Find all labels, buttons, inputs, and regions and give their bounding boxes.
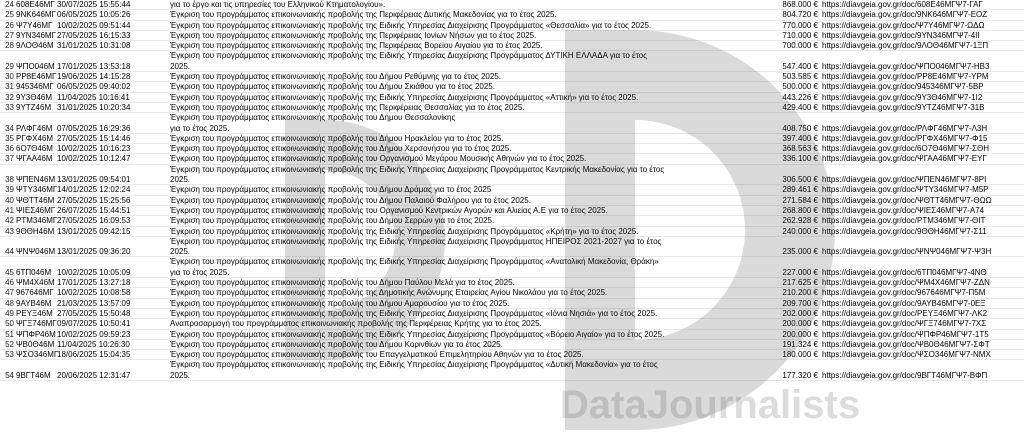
cell-description[interactable] — [170, 31, 760, 41]
cell-code[interactable]: 967646МГ — [16, 288, 54, 298]
description-line: για το έργο και τις υπηρεσίες του Ελληνικού Κτηματολογίου». — [170, 0, 386, 9]
cell-description[interactable] — [170, 103, 760, 113]
description-line: 2025. — [170, 370, 191, 380]
cell-datetime[interactable]: 17/01/2025 13:27:18 — [57, 278, 131, 288]
cell-url[interactable]: https://diavgeia.gov.gr/doc/9ΥΝ346МГΨ7-4ΙΙ — [822, 30, 980, 40]
cell-amount[interactable]: 397.400 € — [782, 133, 818, 143]
cell-code[interactable]: ΨΠΟ046М — [16, 61, 55, 71]
cell-url[interactable]: https://diavgeia.gov.gr/doc/ΨΠΦΡ46МГΨ7-1Τ5 — [822, 329, 989, 339]
cell-code[interactable]: ΨΙΕΣ46МГ — [16, 205, 56, 215]
cell-url[interactable]: https://diavgeia.gov.gr/doc/ΡΕΥΞ46МГΨ7-ΛΚ2 — [822, 308, 988, 318]
cell-description[interactable] — [170, 93, 760, 103]
cell-url[interactable]: https://diavgeia.gov.gr/doc/967646МГΨ7-Π5Μ — [822, 288, 986, 298]
table-row — [0, 0, 1024, 10]
description-line: Έγκριση του προγράμματος επικοινωνιακής προβολής του Δήμου Ηρακλείου για το έτος 2025. — [170, 133, 504, 143]
row-number: 50 — [5, 319, 14, 329]
table-row — [0, 299, 1024, 309]
description-line: Έγκριση του προγράμματος επικοινωνιακής προβολής του Οργανισμού Μεγάρου Μουσικής Αθηνών για το έτος 2025. — [170, 154, 587, 164]
watermark-text: DataJournalists — [560, 383, 861, 427]
cell-amount[interactable]: 306.500 € — [782, 175, 818, 185]
cell-amount[interactable]: 408.750 € — [782, 123, 818, 133]
cell-amount[interactable]: 180.000 € — [782, 350, 818, 360]
cell-description[interactable] — [170, 0, 760, 10]
cell-code[interactable]: 9ΘΘΗ46М — [16, 226, 55, 236]
row-number: 35 — [5, 133, 14, 143]
description-line: Έγκριση του προγράμματος επικοινωνιακής προβολής του Δήμου Αμαρουσίου για το έτος 2025. — [170, 298, 510, 308]
description-line: Έγκριση του προγράμματος επικοινωνιακής προβολής του Δήμου Ρεθύμνης για το έτος 2025. — [170, 72, 501, 82]
cell-datetime[interactable]: 10/02/2025 10:08:58 — [57, 288, 131, 298]
cell-url[interactable]: https://diavgeia.gov.gr/doc/ΡΤΜ346МГΨ7-ΘΙΤ — [822, 216, 986, 226]
cell-datetime[interactable]: 30/07/2025 15:55:44 — [57, 0, 131, 9]
row-number: 39 — [5, 185, 14, 195]
description-line: για το έτος 2025. — [170, 123, 230, 133]
cell-amount[interactable]: 289.461 € — [782, 185, 818, 195]
table-row — [0, 216, 1024, 226]
cell-code[interactable]: 9ΝΚ646МГ — [16, 10, 56, 20]
cell-code[interactable]: ΨΘΤΤ46М — [16, 195, 55, 205]
cell-code[interactable]: ΨΝΨ046М — [16, 247, 56, 257]
cell-url[interactable]: https://diavgeia.gov.gr/doc/ΨΙΕΣ46МГΨ7-Α74 — [822, 205, 985, 215]
cell-description[interactable] — [170, 288, 760, 298]
description-line: Έγκριση του προγράμματος επικοινωνιακής προβολής της Περιφέρειας Θεσσαλίας για το έτος 2025. — [170, 102, 525, 112]
cell-code[interactable]: 9ΥΝ346МГ — [16, 30, 56, 40]
table-row — [0, 154, 1024, 164]
description-line: Έγκριση του προγράμματος επικοινωνιακής προβολής του Δήμου Σκιάθου για το έτος 2025. — [170, 82, 495, 92]
cell-datetime[interactable]: 10/02/2025 10:12:47 — [57, 154, 131, 164]
cell-code[interactable]: ΡΓΦΧ46М — [16, 133, 54, 143]
cell-url[interactable]: https://diavgeia.gov.gr/doc/ΡΡ8Ε46МГΨ7-ΥΡΜ — [822, 72, 989, 82]
cell-code[interactable]: ΡΕΥΞ46М — [16, 308, 53, 318]
cell-url[interactable]: https://diavgeia.gov.gr/doc/9ΥΤΖ46МГΨ7-31Β — [822, 102, 985, 112]
table-row — [0, 206, 1024, 216]
description-line: Έγκριση του προγράμματος επικοινωνιακής προβολής του Δήμου Θεσσαλονίκης — [170, 113, 456, 123]
cell-code[interactable]: 9Υ3Θ46М — [16, 92, 53, 102]
cell-amount[interactable]: 177.320 € — [782, 370, 818, 380]
cell-url[interactable]: https://diavgeia.gov.gr/doc/6Ο7Θ46МГΨ7-ΣΘΗ — [822, 144, 989, 154]
cell-url[interactable]: https://diavgeia.gov.gr/doc/9ΘΘΗ46МГΨ7-Σ11 — [822, 226, 987, 236]
cell-amount[interactable]: 429.400 € — [782, 102, 818, 112]
cell-description[interactable] — [170, 196, 760, 206]
cell-url[interactable]: https://diavgeia.gov.gr/doc/9ΑΥΒ46МГΨ7-0ΕΞ — [822, 298, 986, 308]
description-line: 2025. — [170, 247, 191, 257]
cell-description[interactable] — [170, 350, 760, 360]
cell-datetime[interactable]: 13/01/2025 09:42:15 — [57, 226, 131, 236]
description-line: Έγκριση του προγράμματος επικοινωνιακής προβολής του Δήμου Κορινθίων για το έτος 2025. — [170, 339, 503, 349]
cell-description[interactable] — [170, 278, 760, 288]
cell-amount[interactable]: 262.928 € — [782, 216, 818, 226]
cell-amount[interactable]: 227.000 € — [782, 267, 818, 277]
cell-description[interactable] — [170, 340, 760, 350]
cell-datetime[interactable]: 27/05/2025 15:14:46 — [57, 133, 131, 143]
cell-datetime[interactable]: 21/03/2025 13:57:09 — [57, 298, 131, 308]
description-line: Έγκριση του προγράμματος επικοινωνιακής προβολής του Δήμου Παλαιού Φαλήρου για το έτος 2025. — [170, 195, 531, 205]
description-line: Έγκριση του προγράμματος επικοινωνιακής προβολής της Περιφέρειας Ιονίων Νήσων για το έτος 2025. — [170, 30, 537, 40]
table-row — [0, 31, 1024, 41]
cell-datetime[interactable]: 19/06/2025 14:15:28 — [57, 72, 131, 82]
table-row — [0, 257, 1024, 278]
table-row — [0, 288, 1024, 298]
cell-url[interactable]: https://diavgeia.gov.gr/doc/9Υ3Θ46МГΨ7-1Ι2 — [822, 92, 983, 102]
cell-description[interactable] — [170, 185, 760, 195]
description-line: Έγκριση του προγράμματος επικοινωνιακής προβολής της Ειδικής Υπηρεσίας Διαχείρισης Προγράμματος «Αττική» για το έτος 2025. — [170, 92, 639, 102]
row-number: 37 — [5, 154, 14, 164]
row-number: 40 — [5, 195, 14, 205]
cell-url[interactable]: https://diavgeia.gov.gr/doc/ΡΛΦΓ46МГΨ7-Λ3Η — [822, 123, 988, 133]
cell-datetime[interactable]: 06/05/2025 10:05:26 — [57, 10, 131, 20]
cell-datetime[interactable]: 14/01/2025 12:02:24 — [57, 185, 131, 195]
description-line: Έγκριση του προγράμματος επικοινωνιακής προβολής της Ειδικής Υπηρεσίας Διαχείρισης Προγράμματος «Βόρειο Αιγαίο» για το έτος 2025. — [170, 329, 665, 339]
cell-url[interactable]: https://diavgeia.gov.gr/doc/ΨΜ4Χ46МГΨ7-ΖΔΝ — [822, 278, 990, 288]
cell-amount[interactable]: 336.100 € — [782, 154, 818, 164]
table-row — [0, 165, 1024, 186]
row-number: 30 — [5, 72, 14, 82]
cell-url[interactable]: https://diavgeia.gov.gr/doc/ΨΣΟ346МГΨ7-ΝΜΧ — [822, 350, 991, 360]
cell-description[interactable] — [170, 134, 760, 144]
cell-datetime[interactable]: 31/01/2025 10:31:08 — [57, 41, 131, 51]
cell-amount[interactable]: 700.000 € — [782, 41, 818, 51]
cell-description[interactable] — [170, 165, 760, 186]
cell-code[interactable]: ΡΡ8Ε46МГ — [16, 72, 57, 82]
row-number: 46 — [5, 278, 14, 288]
table-row — [0, 330, 1024, 340]
cell-amount[interactable]: 500.000 € — [782, 82, 818, 92]
description-line: για το έτος 2025. — [170, 267, 230, 277]
cell-url[interactable]: https://diavgeia.gov.gr/doc/9ΝΚ646МГΨ7-ΕΟΖ — [822, 10, 988, 20]
description-line: Έγκριση του προγράμματος επικοινωνιακής προβολής της Ειδικής Υπηρεσίας Διαχείρισης Προγράμματος «Ανατολική Μακεδονία, Θράκη» — [170, 257, 659, 267]
row-number: 52 — [5, 339, 14, 349]
table-row — [0, 360, 1024, 381]
cell-code[interactable]: ΡΛΦΓ46М — [16, 123, 53, 133]
description-line: Έγκριση του προγράμματος επικοινωνιακής προβολής της Ειδικής Υπηρεσίας Διαχείρισης Προγράμματος «Κρήτη» για το έτος 2025. — [170, 226, 639, 236]
description-line: Έγκριση του προγράμματος επικοινωνιακής προβολής του Δήμου Παύλου Μελά για το έτος 2025. — [170, 278, 515, 288]
table-row — [0, 21, 1024, 31]
row-number: 33 — [5, 102, 14, 112]
cell-amount[interactable]: 240.000 € — [782, 226, 818, 236]
cell-amount[interactable]: 770.000 € — [782, 20, 818, 30]
cell-amount[interactable]: 271.584 € — [782, 195, 818, 205]
cell-description[interactable] — [170, 237, 760, 258]
cell-amount[interactable]: 200.000 € — [782, 319, 818, 329]
cell-code[interactable]: 9ΑΥΒ46М — [16, 298, 52, 308]
row-number: 48 — [5, 298, 14, 308]
cell-description[interactable] — [170, 51, 760, 72]
description-line: Έγκριση του προγράμματος επικοινωνιακής προβολής της Ειδικής Υπηρεσίας Διαχείρισης Προγράμματος ΔΥΤΙΚΗ ΕΛΛΑΔΑ για το έτος — [170, 51, 647, 61]
cell-description[interactable] — [170, 319, 760, 329]
cell-code[interactable]: 9ΒΓΤ46М — [16, 370, 51, 380]
cell-code[interactable]: 608E46МГ — [16, 0, 55, 9]
cell-amount[interactable]: 804.720 € — [782, 10, 818, 20]
table-row — [0, 41, 1024, 51]
row-number: 36 — [5, 144, 14, 154]
cell-code[interactable]: ΨΤΥ346МГ — [16, 185, 58, 195]
row-number: 42 — [5, 216, 14, 226]
cell-code[interactable]: ΨΣΟ346МГ — [16, 350, 59, 360]
cell-datetime[interactable]: 31/01/2025 10:20:34 — [57, 102, 131, 112]
row-number: 25 — [5, 10, 14, 20]
table-row — [0, 82, 1024, 92]
cell-datetime[interactable]: 27/05/2025 15:25:56 — [57, 195, 131, 205]
cell-datetime[interactable]: 17/01/2025 13:53:18 — [57, 61, 131, 71]
row-number: 49 — [5, 308, 14, 318]
table-row — [0, 237, 1024, 258]
cell-amount[interactable]: 710.000 € — [782, 30, 818, 40]
cell-code[interactable]: ΨΓΑΑ46М — [16, 154, 53, 164]
cell-url[interactable]: https://diavgeia.gov.gr/doc/9ΛΟΘ46МГΨ7-1ΞΠ — [822, 41, 989, 51]
row-number: 24 — [5, 0, 14, 9]
row-number: 31 — [5, 82, 14, 92]
cell-amount[interactable]: 210.200 € — [782, 288, 818, 298]
description-line: Αναπροσαρμογή του προγράμματος επικοινωνιακής προβολής της Περιφέρειας Κρήτης για το έτος 2025. — [170, 319, 542, 329]
cell-description[interactable] — [170, 299, 760, 309]
cell-datetime[interactable]: 10/02/2025 09:59:23 — [57, 329, 131, 339]
cell-description[interactable] — [170, 144, 760, 154]
description-line: Έγκριση του προγράμματος επικοινωνιακής προβολής της Ειδικής Υπηρεσίας Διαχείρισης Προγράμματος «Δυτική Μακεδονία» για το έτος — [170, 360, 658, 370]
cell-datetime[interactable]: 10/02/2025 10:16:23 — [57, 144, 131, 154]
table-row — [0, 196, 1024, 206]
cell-url[interactable]: https://diavgeia.gov.gr/doc/ΨΘΤΤ46МГΨ7-ΘΩΩ — [822, 195, 992, 205]
cell-description[interactable] — [170, 216, 760, 226]
cell-datetime[interactable]: 06/05/2025 09:40:02 — [57, 82, 131, 92]
cell-description[interactable] — [170, 154, 760, 164]
description-line: Έγκριση του προγράμματος επικοινωνιακής προβολής του Δήμου Χερσονήσου για το έτος 2025. — [170, 144, 512, 154]
cell-url[interactable]: https://diavgeia.gov.gr/doc/6ΤΠ046МГΨ7-4ΝΘ — [822, 267, 987, 277]
cell-description[interactable] — [170, 227, 760, 237]
cell-code[interactable]: ΨΠΦΡ46М — [16, 329, 56, 339]
description-line: 2025. — [170, 61, 191, 71]
row-number: 29 — [5, 61, 14, 71]
cell-amount[interactable]: 217.625 € — [782, 278, 818, 288]
cell-datetime[interactable]: 27/05/2025 16:15:33 — [57, 30, 131, 40]
cell-description[interactable] — [170, 330, 760, 340]
table-row — [0, 309, 1024, 319]
row-number: 27 — [5, 30, 14, 40]
cell-url[interactable]: https://diavgeia.gov.gr/doc/ΨΠΟ046МГΨ7-ΗΒ3 — [822, 61, 990, 71]
cell-datetime[interactable]: 13/01/2025 09:36:20 — [57, 247, 131, 257]
cell-description[interactable] — [170, 360, 760, 381]
cell-url[interactable]: https://diavgeia.gov.gr/doc/ΡΓΦΧ46МГΨ7-Φ15 — [822, 133, 988, 143]
cell-amount[interactable]: 202.000 € — [782, 308, 818, 318]
table-row — [0, 93, 1024, 103]
table-row — [0, 185, 1024, 195]
table-row — [0, 51, 1024, 72]
cell-datetime[interactable]: 11/04/2025 10:16:41 — [57, 92, 130, 102]
cell-description[interactable] — [170, 21, 760, 31]
description-line: Έγκριση του προγράμματος επικοινωνιακής προβολής της Ειδικής Υπηρεσίας Διαχείρισης Προγράμματος «Θεσσαλία» για το έτος 2025. — [170, 20, 652, 30]
cell-datetime[interactable]: 09/07/2025 10:50:41 — [57, 319, 131, 329]
table-row — [0, 113, 1024, 134]
table-row — [0, 103, 1024, 113]
cell-code[interactable]: 945346МГ — [16, 82, 54, 92]
cell-code[interactable]: ΨΓΞ746МГ — [16, 319, 57, 329]
cell-amount[interactable]: 191.324 € — [782, 339, 818, 349]
cell-code[interactable]: ΨΜ4Χ46М — [16, 278, 55, 288]
cell-description[interactable] — [170, 41, 760, 51]
cell-amount[interactable]: 868.000 € — [782, 0, 818, 9]
cell-datetime[interactable]: 10/02/2025 09:51:44 — [57, 20, 131, 30]
cell-datetime[interactable]: 20/06/2025 12:31:47 — [57, 370, 131, 380]
description-line: Έγκριση του προγράμματος επικοινωνιακής προβολής του Δήμου Δράμας για το έτος 2025 — [170, 185, 492, 195]
row-number: 26 — [5, 20, 14, 30]
cell-datetime[interactable]: 11/04/2025 10:26:30 — [57, 339, 130, 349]
cell-amount[interactable]: 368.563 € — [782, 144, 818, 154]
cell-url[interactable]: https://diavgeia.gov.gr/doc/945346МГΨ7-5ΒΡ — [822, 82, 984, 92]
row-number: 41 — [5, 205, 14, 215]
cell-url[interactable]: https://diavgeia.gov.gr/doc/ΨΓΞ746МГΨ7-7ΧΣ — [822, 319, 987, 329]
cell-amount[interactable]: 268.800 € — [782, 205, 818, 215]
description-line: Έγκριση του προγράμματος επικοινωνιακής προβολής του Οργανισμού Κεντρικών Αγορών και Αλιείας Α.Ε για το έτος 2025. — [170, 205, 608, 215]
row-number: 28 — [5, 41, 14, 51]
cell-datetime[interactable]: 27/05/2025 16:09:53 — [57, 216, 131, 226]
cell-description[interactable] — [170, 82, 760, 92]
cell-amount[interactable]: 235.000 € — [782, 247, 818, 257]
description-line: Έγκριση του προγράμματος επικοινωνιακής προβολής της Περιφέρειας Δυτικής Μακεδονίας για το έτος 2025. — [170, 10, 557, 20]
description-line: Έγκριση του προγράμματος επικοινωνιακής προβολής του Επαγγελματικού Επιμελητηρίου Αθηνών για το έτος 2025. — [170, 350, 584, 360]
cell-url[interactable]: https://diavgeia.gov.gr/doc/608E46МГΨ7-ΓΑΓ — [822, 0, 983, 9]
cell-datetime[interactable]: 07/05/2025 16:29:36 — [57, 123, 131, 133]
table-row — [0, 278, 1024, 288]
cell-url[interactable]: https://diavgeia.gov.gr/doc/ΨΓΑΑ46МГΨ7-ΕΥΓ — [822, 154, 987, 164]
cell-url[interactable]: https://diavgeia.gov.gr/doc/Ψ7Υ46МГΨ7-ΩΔΩ — [822, 20, 985, 30]
row-number: 32 — [5, 92, 14, 102]
description-line: Έγκριση του προγράμματος επικοινωνιακής προβολής του Δήμου Σερρών για το έτος 2025. — [170, 216, 495, 226]
cell-amount[interactable]: 209.700 € — [782, 298, 818, 308]
cell-datetime[interactable]: 10/02/2025 10:05:09 — [57, 267, 131, 277]
cell-amount[interactable]: 443.226 € — [782, 92, 818, 102]
cell-description[interactable] — [170, 309, 760, 319]
cell-description[interactable] — [170, 72, 760, 82]
table-row — [0, 350, 1024, 360]
cell-url[interactable]: https://diavgeia.gov.gr/doc/ΨΤΥ346МГΨ7-Μ5Ρ — [822, 185, 989, 195]
cell-code[interactable]: 9ΥΤΖ46М — [16, 102, 52, 112]
row-number: 44 — [5, 247, 14, 257]
cell-description[interactable] — [170, 113, 760, 134]
cell-description[interactable] — [170, 10, 760, 20]
description-line: Έγκριση του προγράμματος επικοινωνιακής προβολής της Περιφέρειας Βορείου Αιγαίου για το έτος 2025. — [170, 41, 543, 51]
row-number: 53 — [5, 350, 14, 360]
row-number: 51 — [5, 329, 14, 339]
cell-datetime[interactable]: 26/07/2025 15:44:51 — [57, 205, 131, 215]
cell-code[interactable]: Ψ7Υ46МГ — [16, 20, 53, 30]
cell-url[interactable]: https://diavgeia.gov.gr/doc/ΨΝΨ046МГΨ7-Ψ3Η — [822, 247, 992, 257]
cell-code[interactable]: ΨΠΕΝ46М — [16, 175, 56, 185]
table-row — [0, 10, 1024, 20]
cell-amount[interactable]: 200.000 € — [782, 329, 818, 339]
cell-code[interactable]: ΨΒ0Θ46М — [16, 339, 55, 349]
row-number: 34 — [5, 123, 14, 133]
row-number: 54 — [5, 370, 14, 380]
row-number: 45 — [5, 267, 14, 277]
cell-datetime[interactable]: 18/06/2025 15:04:35 — [57, 350, 131, 360]
row-number: 43 — [5, 226, 14, 236]
description-line: 2025. — [170, 175, 191, 185]
row-number: 38 — [5, 175, 14, 185]
table-row — [0, 319, 1024, 329]
cell-url[interactable]: https://diavgeia.gov.gr/doc/ΨΒ0Θ46МГΨ7-ΣΦΤ — [822, 339, 990, 349]
cell-amount[interactable]: 547.400 € — [782, 61, 818, 71]
description-line: Έγκριση του προγράμματος επικοινωνιακής προβολής της Ειδικής Υπηρεσίας Διαχείρισης Προγράμματος «Ιόνια Νησιά» για το έτος 2025. — [170, 308, 658, 318]
cell-code[interactable]: ΡΤΜ346МГ — [16, 216, 58, 226]
cell-description[interactable] — [170, 257, 760, 278]
table-row — [0, 144, 1024, 154]
cell-datetime[interactable]: 13/01/2025 09:54:01 — [57, 175, 131, 185]
cell-url[interactable]: https://diavgeia.gov.gr/doc/ΨΠΕΝ46МГΨ7-8ΡΙ — [822, 175, 987, 185]
cell-description[interactable] — [170, 206, 760, 216]
description-line: Έγκριση του προγράμματος επικοινωνιακής προβολής της Δημοτικής Ανώνυμης Εταιρείας Αγίου Νικολάου για το έτος 2025. — [170, 288, 608, 298]
cell-amount[interactable]: 503.585 € — [782, 72, 818, 82]
cell-code[interactable]: 9ΛΟΘ46М — [16, 41, 54, 51]
cell-datetime[interactable]: 27/05/2025 15:50:48 — [57, 308, 131, 318]
description-line: Έγκριση του προγράμματος επικοινωνιακής προβολής της Ειδικής Υπηρεσίας Διαχείρισης Προγράμματος Κεντρικής Μακεδονίας για το έτος — [170, 164, 665, 174]
cell-url[interactable]: https://diavgeia.gov.gr/doc/9ΒΓΤ46МГΨ7-ΒΦΠ — [822, 370, 988, 380]
table-row — [0, 340, 1024, 350]
row-number: 47 — [5, 288, 14, 298]
cell-code[interactable]: 6Ο7Θ46М — [16, 144, 53, 154]
cell-code[interactable]: 6ΤΠ046М — [16, 267, 52, 277]
table-row — [0, 134, 1024, 144]
table-row — [0, 72, 1024, 82]
table-row — [0, 227, 1024, 237]
description-line: Έγκριση του προγράμματος επικοινωνιακής προβολής της Ειδικής Υπηρεσίας Διαχείρισης Προγράμματος ΗΠΕΙΡΟΣ 2021-2027 για το έτος — [170, 236, 662, 246]
